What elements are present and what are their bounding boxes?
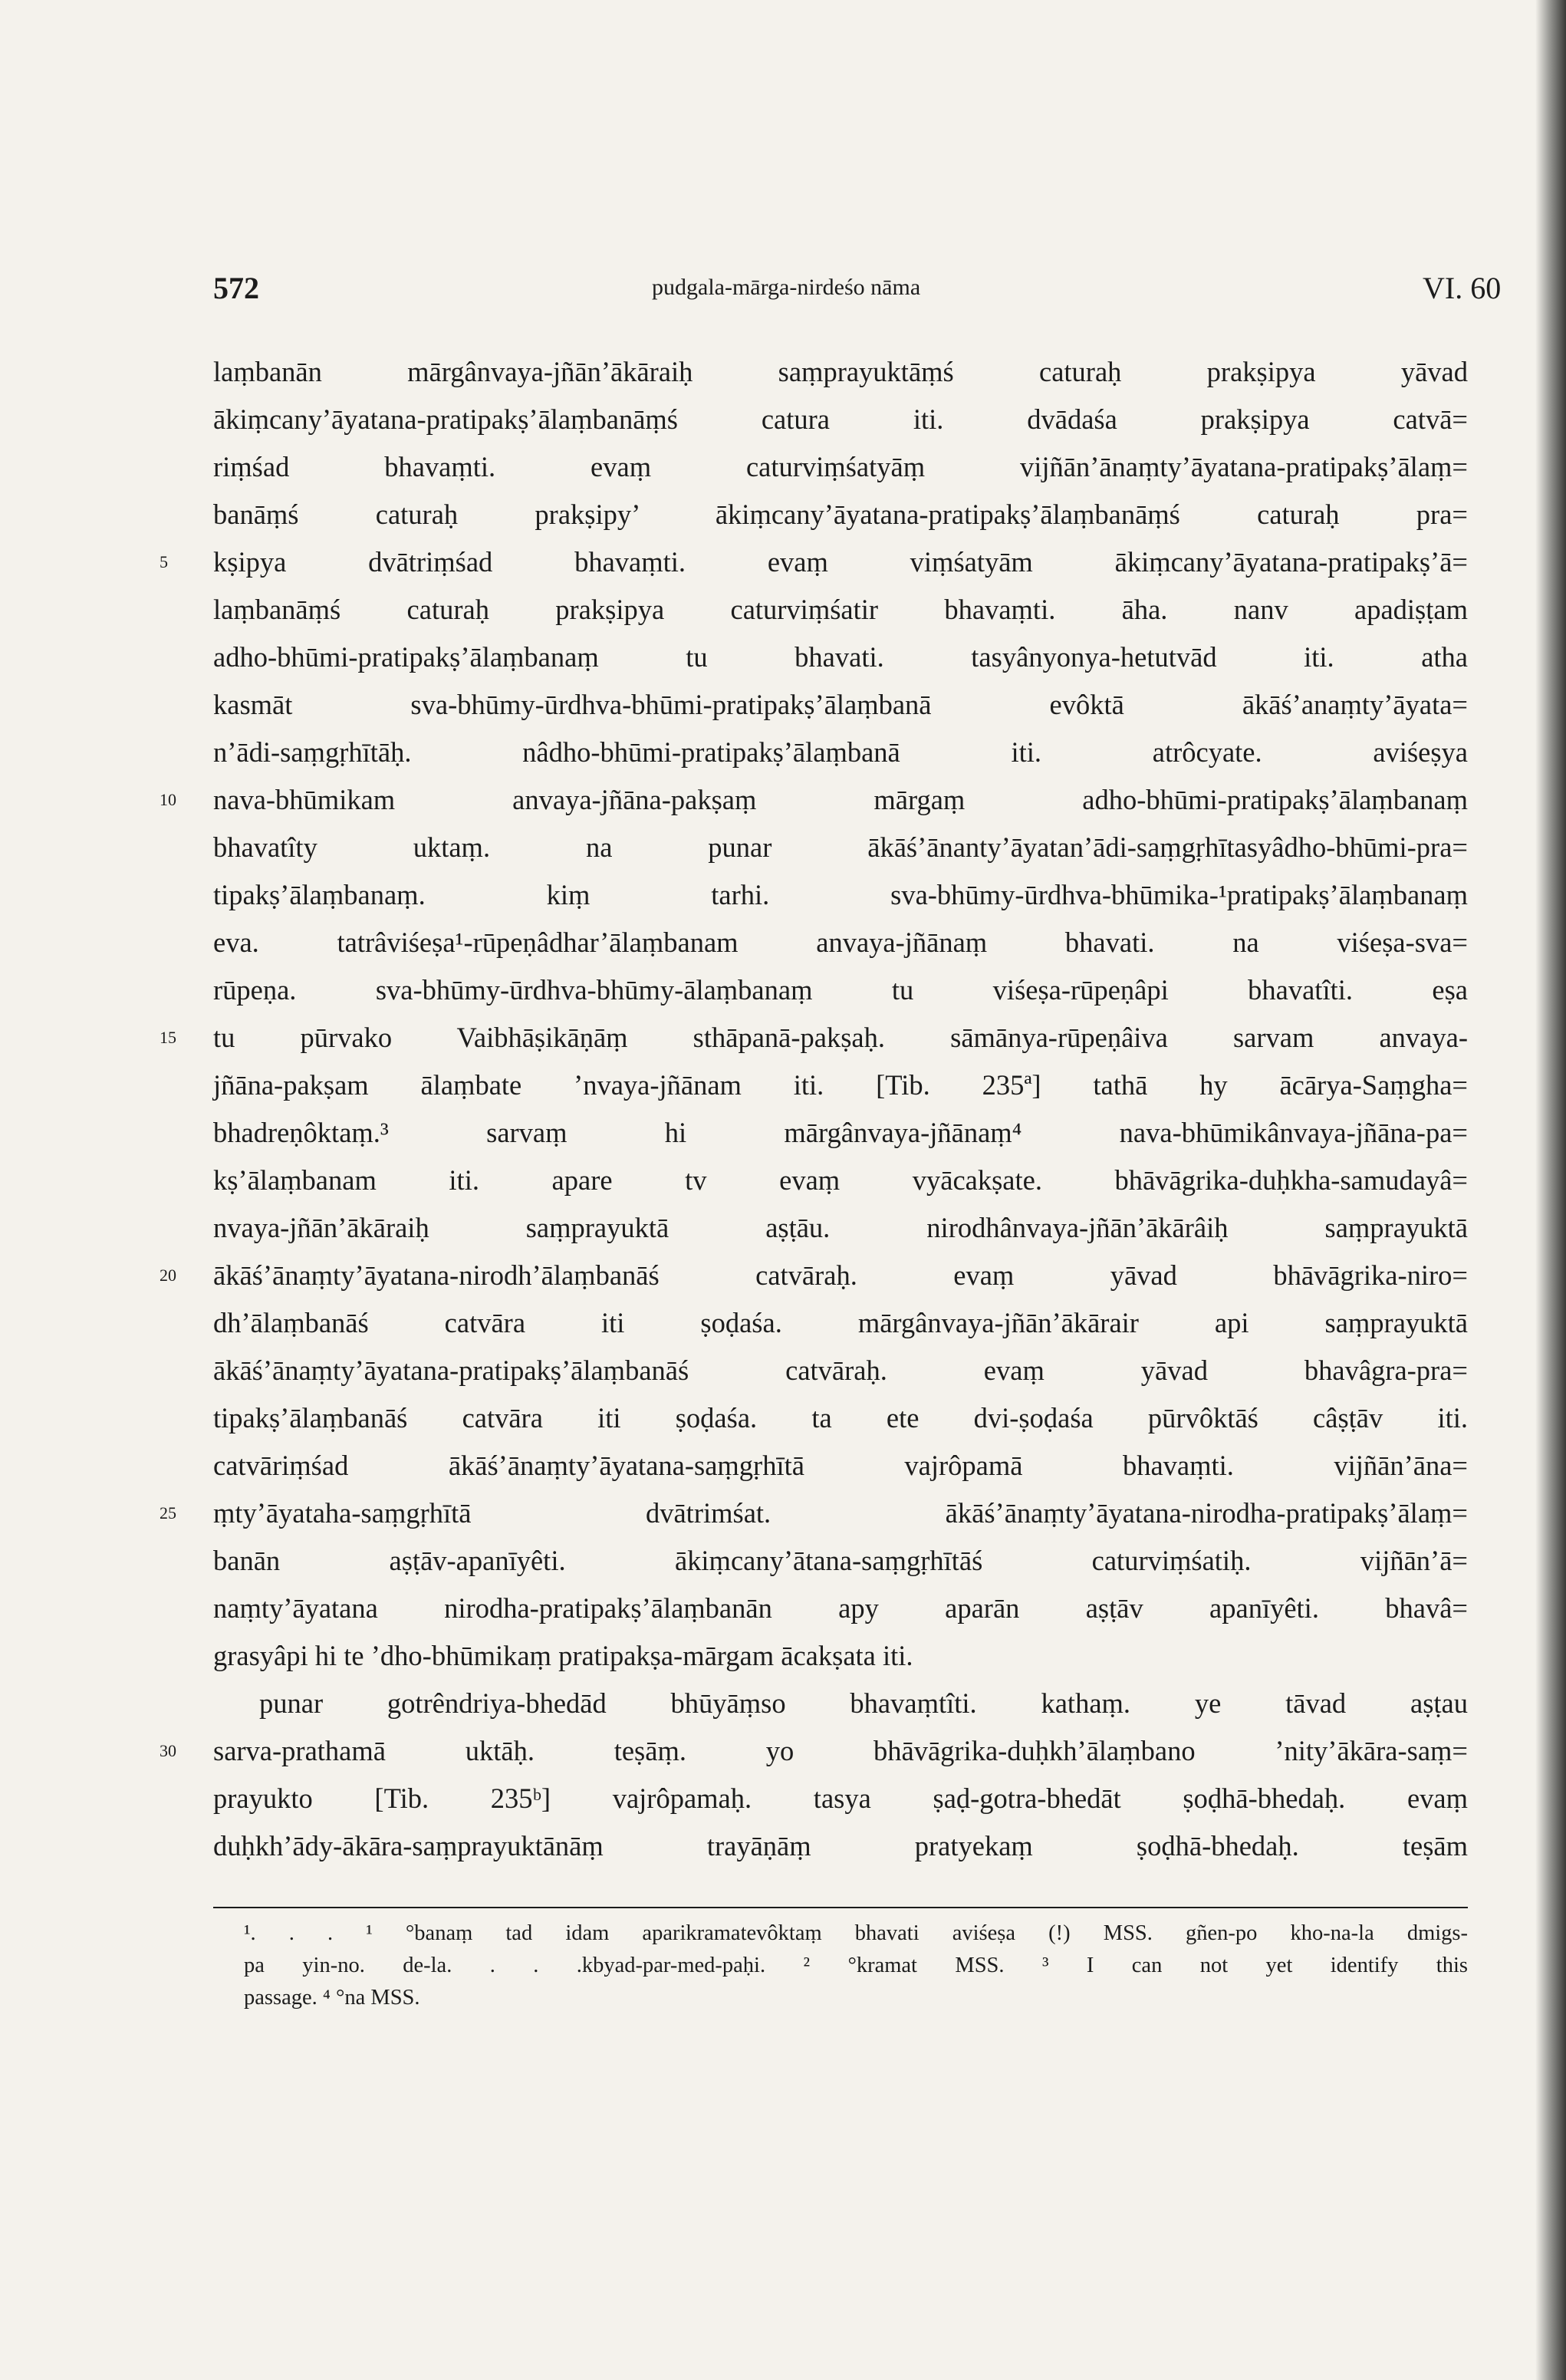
line-text: bhavatîty uktaṃ. na punar ākāś’ānanty’āyatan’ādi-saṃgṛhītasyâdho-bhūmi-pra= [213,831,1468,863]
text-line [213,966,1468,1014]
line-text: laṃbanān mārgânvaya-jñān’ākāraiḥ saṃprayuktāṃś caturaḥ prakṣipya yāvad [213,356,1468,387]
line-text: catvāriṃśad ākāś’ānaṃty’āyatana-saṃgṛhītā vajrôpamā bhavaṃti. vijñān’āna= [213,1450,1468,1481]
text-line [213,443,1468,491]
text-line [213,1537,1468,1585]
text-line [213,1822,1468,1870]
text-line [213,1680,1468,1727]
section-reference: VI. 60 [1423,271,1502,305]
line-text: bhadreṇôktaṃ.³ sarvaṃ hi mārgânvaya-jñānaṃ⁴ nava-bhūmikânvaya-jñāna-pa= [213,1117,1468,1148]
text-line [213,1394,1468,1442]
text-line [213,1632,1468,1680]
text-line [213,396,1468,443]
text-line [213,634,1468,681]
line-text: kṣ’ālaṃbanam iti. apare tv evaṃ vyācakṣate. bhāvāgrika-duḥkha-samudayâ= [213,1164,1468,1196]
scanned-page-edge [1535,0,1566,2380]
line-number: 10 [160,790,176,809]
line-text: kasmāt sva-bhūmy-ūrdhva-bhūmi-pratipakṣ’ālaṃbanā evôktā ākāś’anaṃty’āyata= [213,689,1468,720]
text-line [213,1775,1468,1822]
text-line [213,919,1468,966]
line-text: sarva-prathamā uktāḥ. teṣāṃ. yo bhāvāgrika-duḥkh’ālaṃbano ’nity’ākāra-saṃ= [213,1735,1468,1766]
text-line [160,1252,1468,1299]
text-line [213,1157,1468,1204]
page-header [0,270,1566,316]
line-text: tipakṣ’ālaṃbanaṃ. kiṃ tarhi. sva-bhūmy-ūrdhva-bhūmika-¹pratipakṣ’ālaṃbanaṃ [213,879,1468,910]
text-line [160,1727,1468,1775]
text-line [213,1062,1468,1109]
text-line [213,348,1468,396]
line-text: dh’ālaṃbanāś catvāra iti ṣoḍaśa. mārgânvaya-jñān’ākārair api saṃprayuktā [213,1307,1468,1338]
line-text: eva. tatrâviśeṣa¹-rūpeṇâdhar’ālaṃbanam anvaya-jñānaṃ bhavati. na viśeṣa-sva= [213,927,1468,958]
line-text: prayukto [Tib. 235ᵇ] vajrôpamaḥ. tasya ṣaḍ-gotra-bhedāt ṣoḍhā-bhedaḥ. evaṃ [213,1783,1468,1814]
line-number: 25 [160,1503,176,1522]
text-line [160,1014,1468,1062]
line-text: kṣipya dvātriṃśad bhavaṃti. evaṃ viṃśatyām ākiṃcany’āyatana-pratipakṣ’ā= [213,546,1468,578]
line-text: duḥkh’ādy-ākāra-saṃprayuktānāṃ trayāṇāṃ pratyekaṃ ṣoḍhā-bhedaḥ. teṣām [213,1830,1468,1862]
text-line [213,491,1468,538]
footnote-separator [213,1907,1468,1908]
text-line [160,538,1468,586]
text-line [213,1109,1468,1157]
line-text: naṃty’āyatana nirodha-pratipakṣ’ālaṃbanān apy aparān aṣṭāv apanīyêti. bhavâ= [213,1592,1468,1624]
line-text: ākāś’ānaṃty’āyatana-pratipakṣ’ālaṃbanāś catvāraḥ. evaṃ yāvad bhavâgra-pra= [213,1355,1468,1386]
text-line [213,586,1468,634]
text-line [213,681,1468,729]
text-line [213,1347,1468,1394]
footnote-line: pa yin-no. de-la. . . .kbyad-par-med-paḥi. ² °kramat MSS. ³ I can not yet identify this [244,1954,1468,1977]
text-line [160,1490,1468,1537]
line-text: grasyâpi hi te ’dho-bhūmikaṃ pratipakṣa-mārgam ācakṣata iti. [213,1640,913,1671]
line-number: 20 [160,1266,176,1285]
line-text: tu pūrvako Vaibhāṣikāṇāṃ sthāpanā-pakṣaḥ. sāmānya-rūpeṇâiva sarvam anvaya- [213,1022,1468,1053]
text-line [213,871,1468,919]
page-number: 572 [213,271,259,305]
line-text: ṃty’āyataha-saṃgṛhītā dvātrimśat. ākāś’ānaṃty’āyatana-nirodha-pratipakṣ’ālaṃ= [213,1497,1468,1529]
line-text: banān aṣṭāv-apanīyêti. ākiṃcany’ātana-saṃgṛhītāś caturviṃśatiḥ. vijñān’ā= [213,1545,1468,1576]
line-text: laṃbanāṃś caturaḥ prakṣipya caturviṃśatir bhavaṃti. āha. nanv apadiṣṭam [213,594,1468,625]
line-text: nvaya-jñān’ākāraiḥ saṃprayuktā aṣṭāu. nirodhânvaya-jñān’ākārâiḥ saṃprayuktā [213,1212,1468,1243]
line-text: banāṃś caturaḥ prakṣipy’ ākiṃcany’āyatana-pratipakṣ’ālaṃbanāṃś caturaḥ pra= [213,499,1468,530]
line-text: riṃśad bhavaṃti. evaṃ caturviṃśatyāṃ vijñān’ānaṃty’āyatana-pratipakṣ’ālaṃ= [213,451,1468,482]
line-text: ākāś’ānaṃty’āyatana-nirodh’ālaṃbanāś catvāraḥ. evaṃ yāvad bhāvāgrika-niro= [213,1259,1468,1291]
text-line [213,1442,1468,1490]
running-title: pudgala-mārga-nirdeśo nāma [652,275,921,300]
footnotes [244,1917,1468,2014]
text-line [213,1204,1468,1252]
text-line [213,1299,1468,1347]
line-text: adho-bhūmi-pratipakṣ’ālaṃbanaṃ tu bhavati. tasyânyonya-hetutvād iti. atha [213,641,1468,673]
text-line [213,824,1468,871]
line-text: rūpeṇa. sva-bhūmy-ūrdhva-bhūmy-ālaṃbanaṃ tu viśeṣa-rūpeṇâpi bhavatîti. eṣa [213,974,1468,1006]
text-line [213,729,1468,776]
line-text: ākiṃcany’āyatana-pratipakṣ’ālaṃbanāṃś catura iti. dvādaśa prakṣipya catvā= [213,403,1468,435]
text-line [160,776,1468,824]
text-line [213,1585,1468,1632]
line-number: 5 [160,552,168,571]
footnote-line: ¹. . . ¹ °banaṃ tad idam aparikramatevôktaṃ bhavati aviśeṣa (!) MSS. gñen-po kho-na-la dmigs- [244,1921,1468,1945]
line-number: 30 [160,1741,176,1760]
line-text: n’ādi-saṃgṛhītāḥ. nâdho-bhūmi-pratipakṣ’ālaṃbanā iti. atrôcyate. aviśeṣya [213,736,1468,768]
line-text: nava-bhūmikam anvaya-jñāna-pakṣaṃ mārgaṃ adho-bhūmi-pratipakṣ’ālaṃbanaṃ [213,784,1468,815]
main-text [160,348,1468,1870]
line-text: punar gotrêndriya-bhedād bhūyāṃso bhavaṃtîti. kathaṃ. ye tāvad aṣṭau [259,1687,1468,1719]
line-text: tipakṣ’ālaṃbanāś catvāra iti ṣoḍaśa. ta ete dvi-ṣoḍaśa pūrvôktāś câṣṭāv iti. [213,1402,1468,1434]
line-text: jñāna-pakṣam ālaṃbate ’nvaya-jñānam iti. [Tib. 235ª] tathā hy ācārya-Saṃgha= [213,1069,1468,1101]
footnote-line: passage. ⁴ °na MSS. [244,1986,420,2010]
line-number: 15 [160,1028,176,1047]
